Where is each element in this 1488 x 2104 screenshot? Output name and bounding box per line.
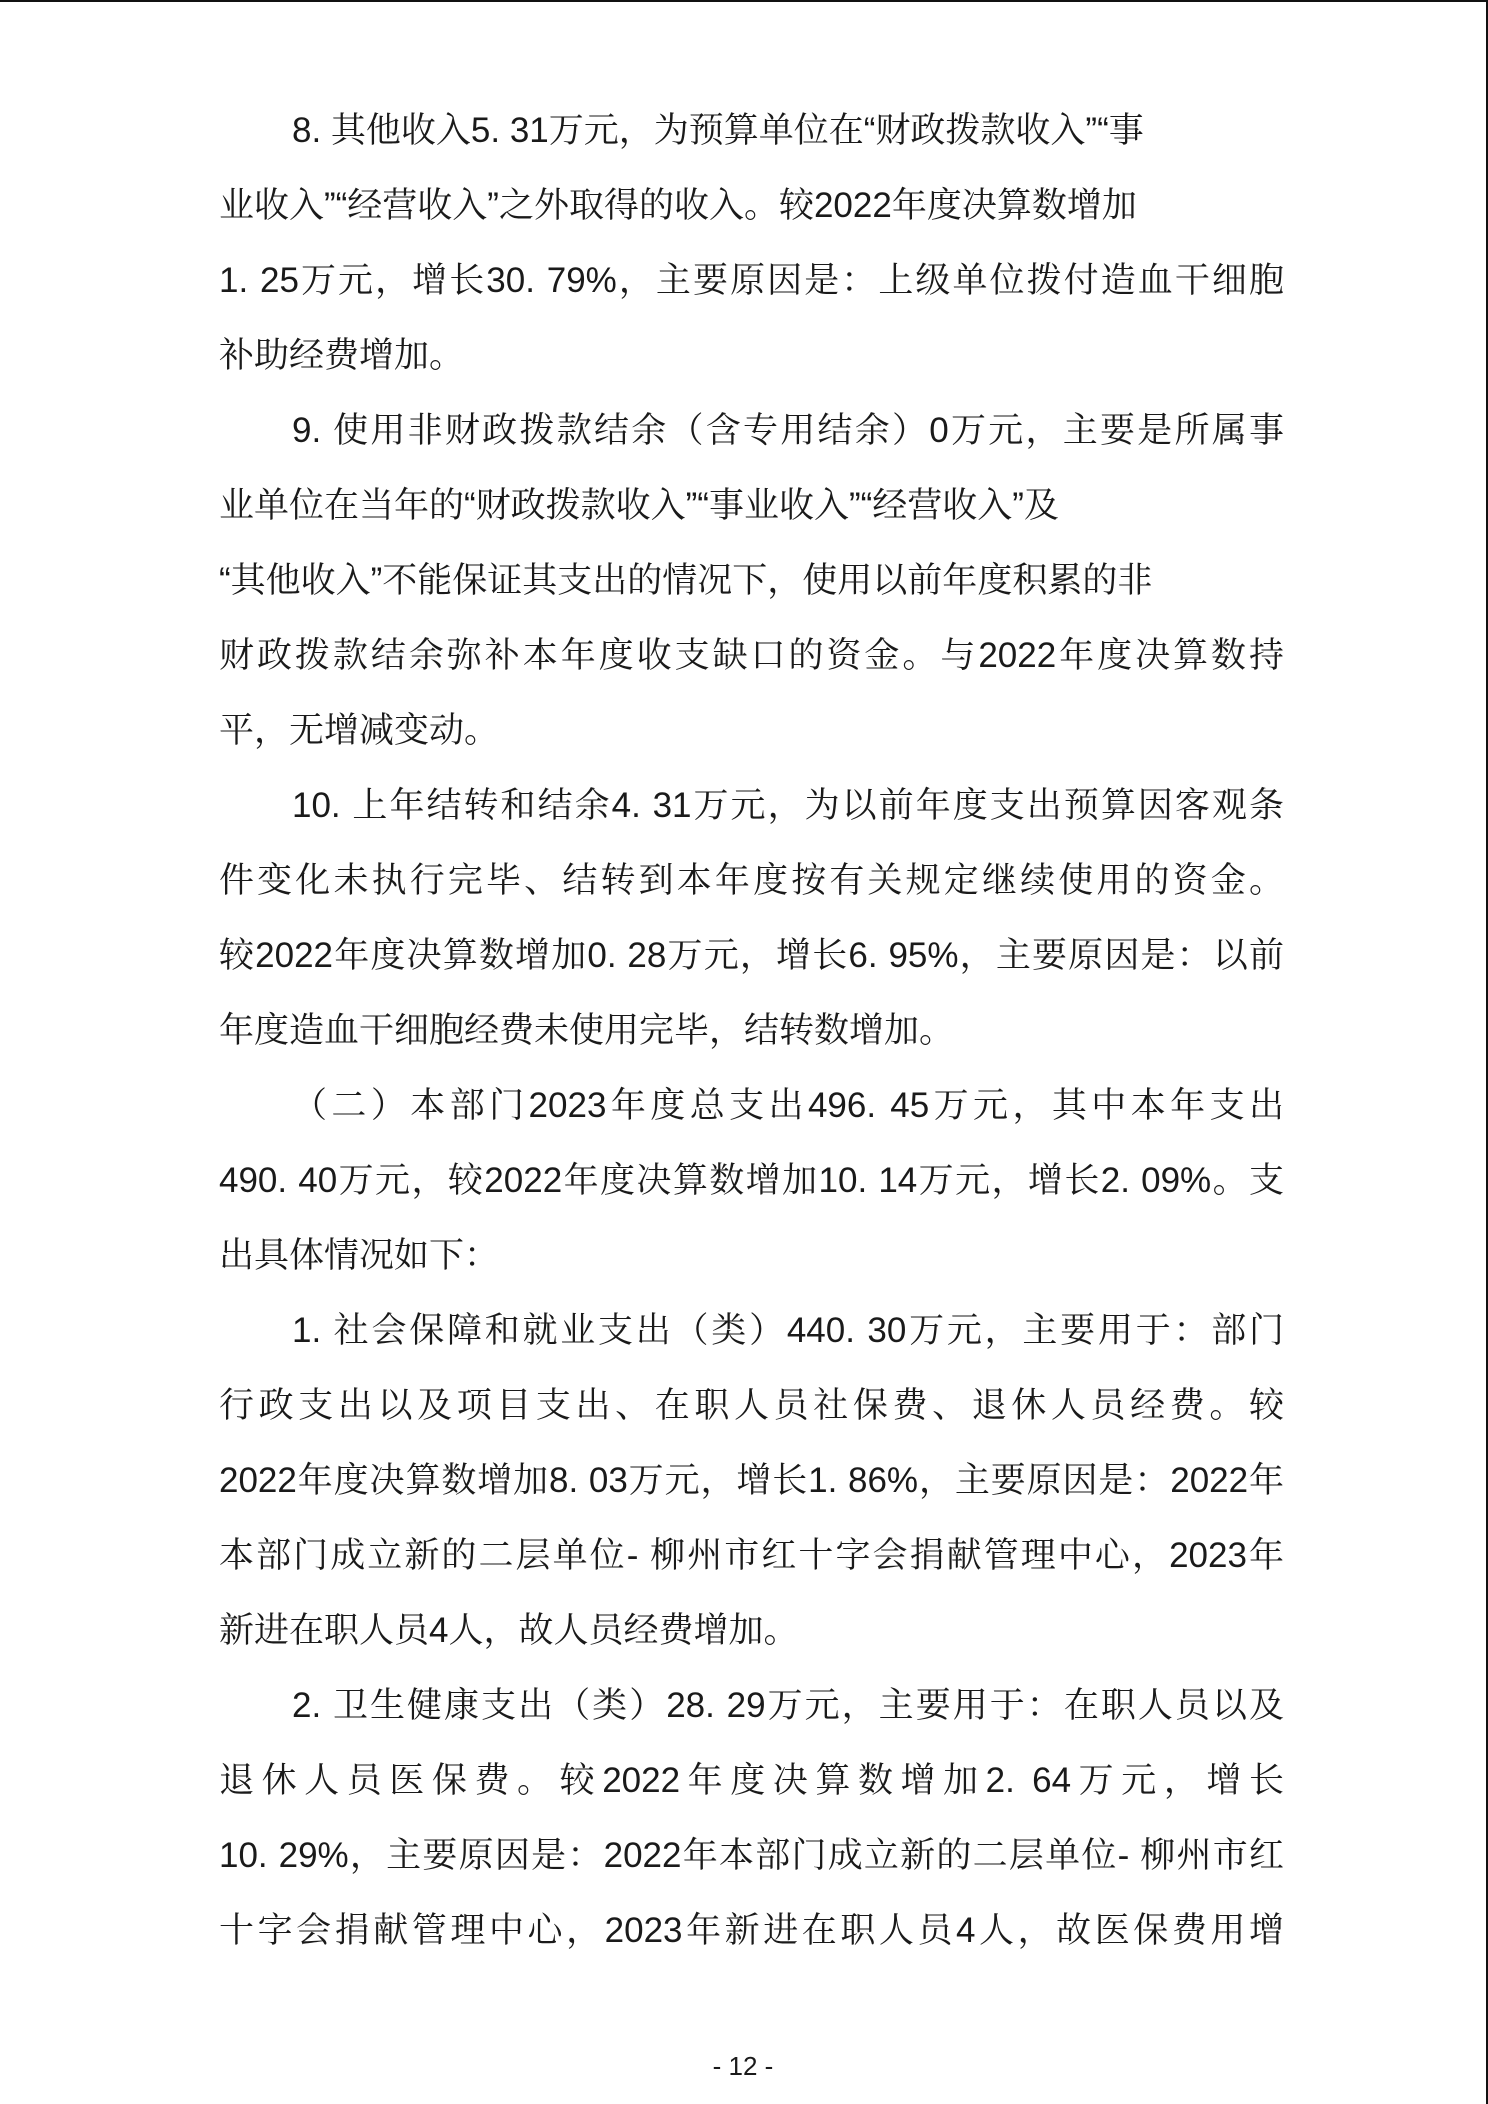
paragraph-line: 10. 上年结转和结余4. 31万元，为以前年度支出预算因客观条 [292, 786, 1284, 825]
paragraph-other-income [219, 93, 1284, 393]
paragraph-carryover-balance [219, 768, 1284, 1068]
paragraph-line: 490. 40万元，较2022年度决算数增加10. 14万元，增长2. 09%。支 [219, 1161, 1284, 1200]
paragraph-line: 本部门成立新的二层单位- 柳州市红十字会捐献管理中心，2023年 [219, 1536, 1284, 1575]
paragraph-line: 十字会捐献管理中心，2023年新进在职人员4人，故医保费用增 [219, 1911, 1284, 1950]
paragraph-line: 9. 使用非财政拨款结余（含专用结余）0万元，主要是所属事 [292, 411, 1284, 450]
paragraph-line: 财政拨款结余弥补本年度收支缺口的资金。与2022年度决算数持 [219, 636, 1284, 675]
paragraph-line: 2022年度决算数增加8. 03万元，增长1. 86%，主要原因是：2022年 [219, 1461, 1284, 1500]
paragraph-non-fiscal-balance [219, 393, 1284, 768]
paragraph-line: 件变化未执行完毕、结转到本年度按有关规定继续使用的资金。 [219, 861, 1284, 900]
paragraph-line: 1. 25万元，增长30. 79%，主要原因是：上级单位拨付造血干细胞 [219, 261, 1284, 300]
paragraph-line: 2. 卫生健康支出（类）28. 29万元，主要用于：在职人员以及 [292, 1686, 1284, 1725]
page-number: - 12 - [712, 2051, 774, 2081]
paragraph-line: 年度造血干细胞经费未使用完毕，结转数增加。 [219, 1011, 955, 1050]
paragraph-line: 业收入”“经营收入”之外取得的收入。较2022年度决算数增加 [219, 186, 1137, 225]
paragraph-line: 较2022年度决算数增加0. 28万元，增长6. 95%，主要原因是：以前 [219, 936, 1284, 975]
paragraph-social-security-expenditure [219, 1293, 1284, 1668]
paragraph-line: 平，无增减变动。 [219, 711, 500, 750]
body-text [219, 93, 1284, 1968]
paragraph-line: 出具体情况如下： [219, 1236, 500, 1275]
paragraph-line: 补助经费增加。 [219, 336, 465, 375]
paragraph-line: 10. 29%，主要原因是：2022年本部门成立新的二层单位- 柳州市红 [219, 1836, 1284, 1875]
paragraph-line: 退休人员医保费。较2022年度决算数增加2. 64万元，增长 [219, 1761, 1284, 1800]
paragraph-line: 1. 社会保障和就业支出（类）440. 30万元，主要用于：部门 [292, 1311, 1284, 1350]
paragraph-line: 8. 其他收入5. 31万元，为预算单位在“财政拨款收入”“事 [292, 111, 1144, 150]
paragraph-health-expenditure [219, 1668, 1284, 1968]
paragraph-line: 新进在职人员4人，故人员经费增加。 [219, 1611, 799, 1650]
paragraph-line: 行政支出以及项目支出、在职人员社保费、退休人员经费。较 [219, 1386, 1284, 1425]
paragraph-total-expenditure [219, 1068, 1284, 1293]
paragraph-line: （二）本部门2023年度总支出496. 45万元，其中本年支出 [292, 1086, 1284, 1125]
paragraph-line: “其他收入”不能保证其支出的情况下，使用以前年度积累的非 [219, 561, 1153, 600]
paragraph-line: 业单位在当年的“财政拨款收入”“事业收入”“经营收入”及 [219, 486, 1059, 525]
